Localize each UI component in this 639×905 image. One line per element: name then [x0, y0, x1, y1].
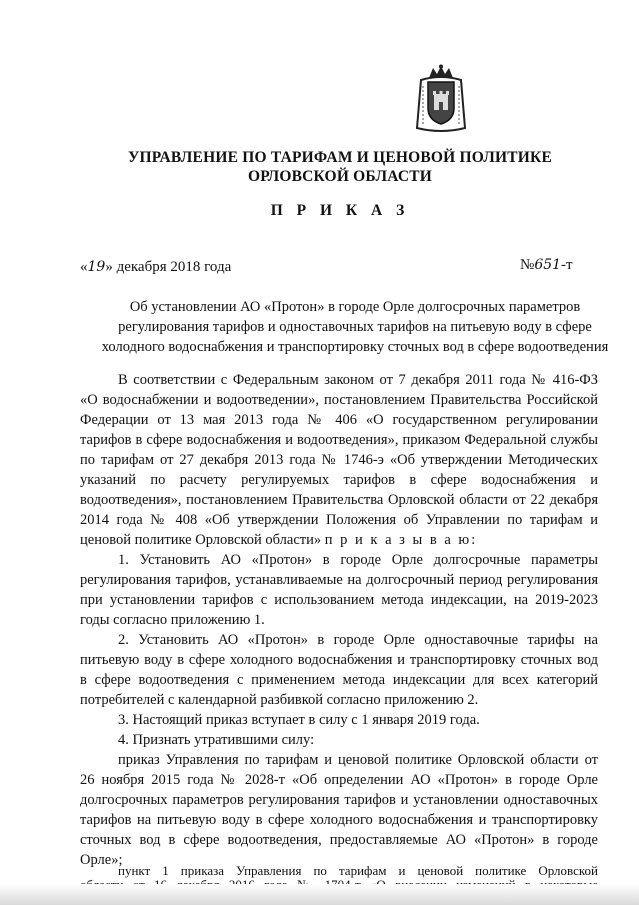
- document-date: [80, 259, 231, 276]
- number-prefix: №: [520, 257, 535, 273]
- header-line-2: ОРЛОВСКОЙ ОБЛАСТИ: [247, 168, 433, 185]
- body-line: тарифов на питьевую воду в сфере холодного водоснабжения и транспортировку: [80, 812, 598, 828]
- body-line: при установлении тарифов с использованием метода индексации, на 2019-2023: [80, 592, 598, 608]
- body-line: «О водоснабжении и водоотведении», постановлением Правительства Российской: [80, 392, 598, 408]
- body-line: [80, 530, 598, 550]
- body-line: долгосрочных параметров регулирования тарифов и установлении одноставочных: [80, 792, 598, 808]
- item-1-line: 1. Установить АО «Протон» в городе Орле долгосрочные параметры: [118, 552, 598, 568]
- date-day: 19: [87, 259, 106, 275]
- body-line: 2014 года № 408 «Об утверждении Положения об Управлении по тарифам и: [80, 512, 598, 528]
- scan-bottom-edge: [0, 884, 639, 905]
- item-3-line: 3. Настоящий приказ вступает в силу с 1 января 2019 года.: [118, 712, 480, 728]
- body-line: указаний по расчету регулируемых тарифов в сфере водоснабжения и: [80, 472, 598, 488]
- document-type: П Р И К А З: [270, 202, 410, 219]
- document-number: [520, 257, 573, 274]
- body-line: пункт 1 приказа Управления по тарифам и ценовой политике Орловской: [118, 863, 598, 878]
- body-line: потребителей с календарной разбивкой согласно приложению 2.: [80, 692, 479, 708]
- body-line-text: ценовой политике Орловской области»: [80, 532, 322, 548]
- body-line: Орле»;: [80, 852, 123, 868]
- item-4-line: 4. Признать утратившими силу:: [118, 732, 315, 748]
- number-suffix: -т: [561, 257, 573, 273]
- title-line-3: холодного водоснабжения и транспортировку сточных вод в сфере водоотведения: [101, 339, 609, 355]
- body-line: тарифов в сфере водоснабжения и водоотведения», приказом Федеральной службы: [80, 432, 598, 448]
- body-line: приказ Управления по тарифам и ценовой политике Орловской области от: [118, 752, 598, 768]
- body-line: 26 ноября 2015 года № 2028-т «Об определении АО «Протон» в городе Орле: [80, 772, 598, 788]
- title-line-1: Об установлении АО «Протон» в городе Орле долгосрочных параметров: [129, 299, 581, 315]
- title-line-2: регулирования тарифов и одноставочных тарифов на питьевую воду в сфере: [118, 319, 592, 335]
- body-line: В соответствии с Федеральным законом от 7 декабря 2011 года № 416-ФЗ: [118, 372, 598, 388]
- date-rest: » декабря 2018 года: [105, 259, 232, 275]
- body-line: годы согласно приложению 1.: [80, 612, 265, 628]
- body-line: по тарифам от 27 декабря 2013 года № 1746-э «Об утверждении Методических: [80, 452, 598, 468]
- body-line: питьевую воду в сфере холодного водоснабжения и транспортировку сточных вод: [80, 652, 598, 668]
- coat-of-arms-emblem: [413, 64, 469, 134]
- body-line: водоотведения», постановлением Правительства Орловской области от 22 декабря: [80, 492, 598, 508]
- header-line-1: УПРАВЛЕНИЕ ПО ТАРИФАМ И ЦЕНОВОЙ ПОЛИТИКЕ: [127, 149, 553, 166]
- item-2-line: 2. Установить АО «Протон» в городе Орле одноставочные тарифы на: [118, 632, 598, 648]
- number-value: 651: [534, 257, 562, 273]
- body-line: Федерации от 13 мая 2013 года № 406 «О государственном регулировании: [80, 412, 598, 428]
- date-quote-open: «: [80, 259, 88, 275]
- body-line: сточных вод в сфере водоотведения, предоставляемые АО «Протон» в городе: [80, 832, 598, 848]
- body-line: в сфере водоотведения с применением метода индексации для всех категорий: [80, 672, 598, 688]
- prikazyvayu-word: п р и к а з ы в а ю:: [324, 532, 478, 548]
- body-line: регулирования тарифов, устанавливаемые на долгосрочный период регулирования: [80, 572, 598, 588]
